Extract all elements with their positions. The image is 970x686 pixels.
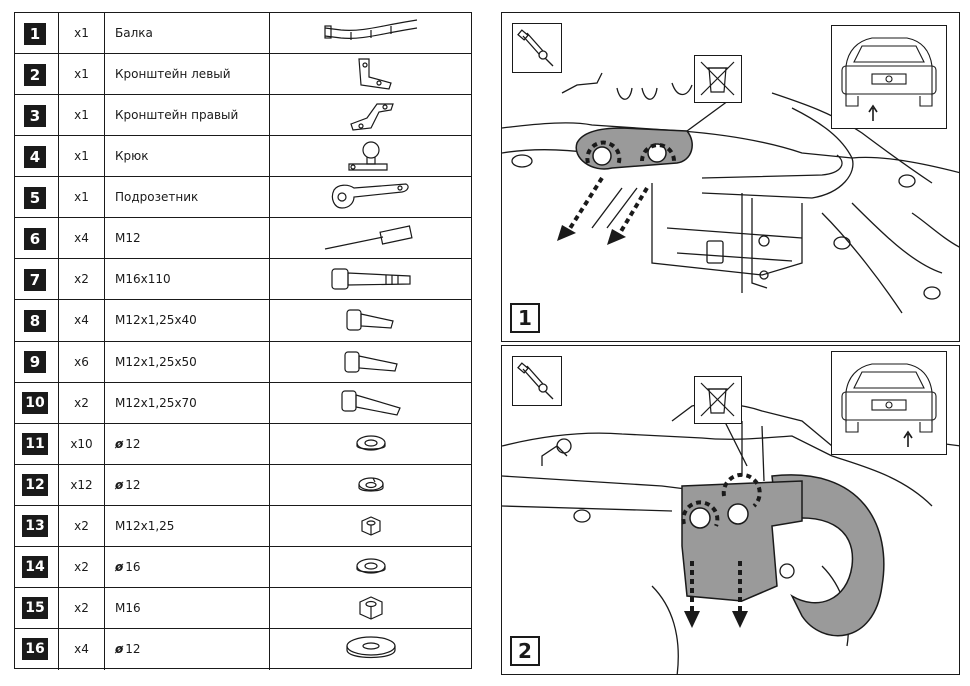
diameter-symbol: ø — [115, 559, 124, 574]
no-discard-icon — [694, 55, 742, 103]
step-2-panel — [501, 345, 960, 675]
part-number-badge: 14 — [22, 556, 48, 578]
tool-icon-box — [512, 23, 562, 73]
part-number-badge: 6 — [24, 228, 46, 250]
part-name — [105, 218, 270, 258]
part-quantity: x1 — [59, 54, 105, 94]
part-name-text: Кронштейн правый — [115, 108, 239, 123]
part-name-text: М12x1,25 — [115, 518, 175, 533]
table-row — [15, 424, 471, 465]
bolt-50-icon — [270, 342, 471, 382]
part-name-text: Подрозетник — [115, 190, 199, 205]
bracket-left-icon — [270, 54, 471, 94]
part-number-badge: 4 — [24, 146, 46, 168]
part-quantity: x2 — [59, 259, 105, 299]
part-quantity: x2 — [59, 506, 105, 546]
diameter-symbol: ø — [115, 477, 124, 492]
part-number-badge: 10 — [22, 392, 48, 414]
part-number-cell — [15, 95, 59, 135]
part-name — [105, 424, 270, 464]
step-number: 1 — [510, 303, 540, 333]
hex-nut-icon — [270, 506, 471, 546]
part-name — [105, 54, 270, 94]
diameter-symbol: ø — [115, 436, 124, 451]
part-name-text: М16 — [115, 600, 141, 615]
part-name — [105, 629, 270, 670]
part-quantity: x6 — [59, 342, 105, 382]
flat-washer-icon — [270, 424, 471, 464]
part-quantity: x2 — [59, 383, 105, 423]
part-quantity: x4 — [59, 300, 105, 340]
car-rear-icon — [831, 351, 947, 455]
socket-plate-icon — [270, 177, 471, 217]
table-row — [15, 136, 471, 177]
table-row — [15, 259, 471, 300]
part-number-cell — [15, 13, 59, 53]
part-number-cell — [15, 629, 59, 670]
part-name — [105, 259, 270, 299]
part-number-badge: 16 — [22, 638, 48, 660]
part-quantity: x4 — [59, 218, 105, 258]
hex-nut-large-icon — [270, 588, 471, 628]
step-1-panel — [501, 12, 960, 342]
table-row — [15, 547, 471, 588]
part-number-badge: 11 — [22, 433, 48, 455]
part-number-cell — [15, 588, 59, 628]
table-row — [15, 342, 471, 383]
part-number-badge: 9 — [24, 351, 46, 373]
spring-washer-icon — [270, 465, 471, 505]
part-name — [105, 506, 270, 546]
part-number-badge: 8 — [24, 310, 46, 332]
part-quantity: x12 — [59, 465, 105, 505]
part-number-badge: 3 — [24, 105, 46, 127]
part-name — [105, 547, 270, 587]
part-name-text: М12x1,25x70 — [115, 395, 197, 410]
part-name-text: 12 — [125, 642, 141, 657]
part-quantity: x1 — [59, 95, 105, 135]
table-row — [15, 95, 471, 136]
table-row — [15, 54, 471, 95]
part-name-text: 16 — [125, 559, 141, 574]
bolt-40-icon — [270, 300, 471, 340]
part-name-text: М12x1,25x40 — [115, 313, 197, 328]
table-row — [15, 218, 471, 259]
part-number-badge: 13 — [22, 515, 48, 537]
part-number-cell — [15, 54, 59, 94]
wire-tag-icon — [270, 218, 471, 258]
part-number-cell — [15, 424, 59, 464]
part-number-badge: 1 — [24, 23, 46, 45]
part-name-text: Кронштейн левый — [115, 67, 231, 82]
no-discard-icon — [694, 376, 742, 424]
towball-hook-icon — [270, 136, 471, 176]
car-rear-icon — [831, 25, 947, 129]
step-number: 2 — [510, 636, 540, 666]
part-name — [105, 383, 270, 423]
part-quantity: x1 — [59, 177, 105, 217]
part-quantity: x1 — [59, 13, 105, 53]
part-name — [105, 95, 270, 135]
wrench-icon — [513, 357, 560, 404]
part-number-cell — [15, 383, 59, 423]
part-name-text: М16x110 — [115, 272, 171, 287]
wrench-icon — [513, 24, 560, 71]
part-name-text: М12 — [115, 231, 141, 246]
part-number-cell — [15, 177, 59, 217]
table-row — [15, 506, 471, 547]
bracket-right-icon — [270, 95, 471, 135]
part-number-cell — [15, 300, 59, 340]
part-number-badge: 5 — [24, 187, 46, 209]
beam-icon — [270, 13, 471, 53]
table-row — [15, 300, 471, 341]
part-name-text: Балка — [115, 26, 153, 41]
part-number-badge: 2 — [24, 64, 46, 86]
part-name-text: 12 — [125, 477, 141, 492]
part-number-cell — [15, 342, 59, 382]
table-row — [15, 588, 471, 629]
part-name — [105, 588, 270, 628]
part-quantity: x4 — [59, 629, 105, 670]
part-quantity: x1 — [59, 136, 105, 176]
part-name — [105, 342, 270, 382]
bolt-70-icon — [270, 383, 471, 423]
large-washer-icon — [270, 629, 471, 670]
part-quantity: x2 — [59, 588, 105, 628]
table-row — [15, 383, 471, 424]
part-name — [105, 300, 270, 340]
part-name-text: Крюк — [115, 149, 149, 164]
table-row — [15, 629, 471, 670]
diameter-symbol: ø — [115, 642, 124, 657]
part-name — [105, 465, 270, 505]
long-bolt-icon — [270, 259, 471, 299]
part-number-badge: 15 — [22, 597, 48, 619]
table-row — [15, 177, 471, 218]
part-number-badge: 12 — [22, 474, 48, 496]
part-number-cell — [15, 506, 59, 546]
part-number-cell — [15, 218, 59, 258]
part-quantity: x2 — [59, 547, 105, 587]
part-number-badge: 7 — [24, 269, 46, 291]
part-name — [105, 177, 270, 217]
part-number-cell — [15, 547, 59, 587]
flat-washer-icon — [270, 547, 471, 587]
table-row — [15, 13, 471, 54]
part-name — [105, 13, 270, 53]
part-name-text: М12x1,25x50 — [115, 354, 197, 369]
part-number-cell — [15, 136, 59, 176]
parts-table — [14, 12, 472, 669]
part-quantity: x10 — [59, 424, 105, 464]
table-row — [15, 465, 471, 506]
part-number-cell — [15, 259, 59, 299]
part-name — [105, 136, 270, 176]
part-name-text: 12 — [125, 436, 141, 451]
tool-icon-box — [512, 356, 562, 406]
part-number-cell — [15, 465, 59, 505]
